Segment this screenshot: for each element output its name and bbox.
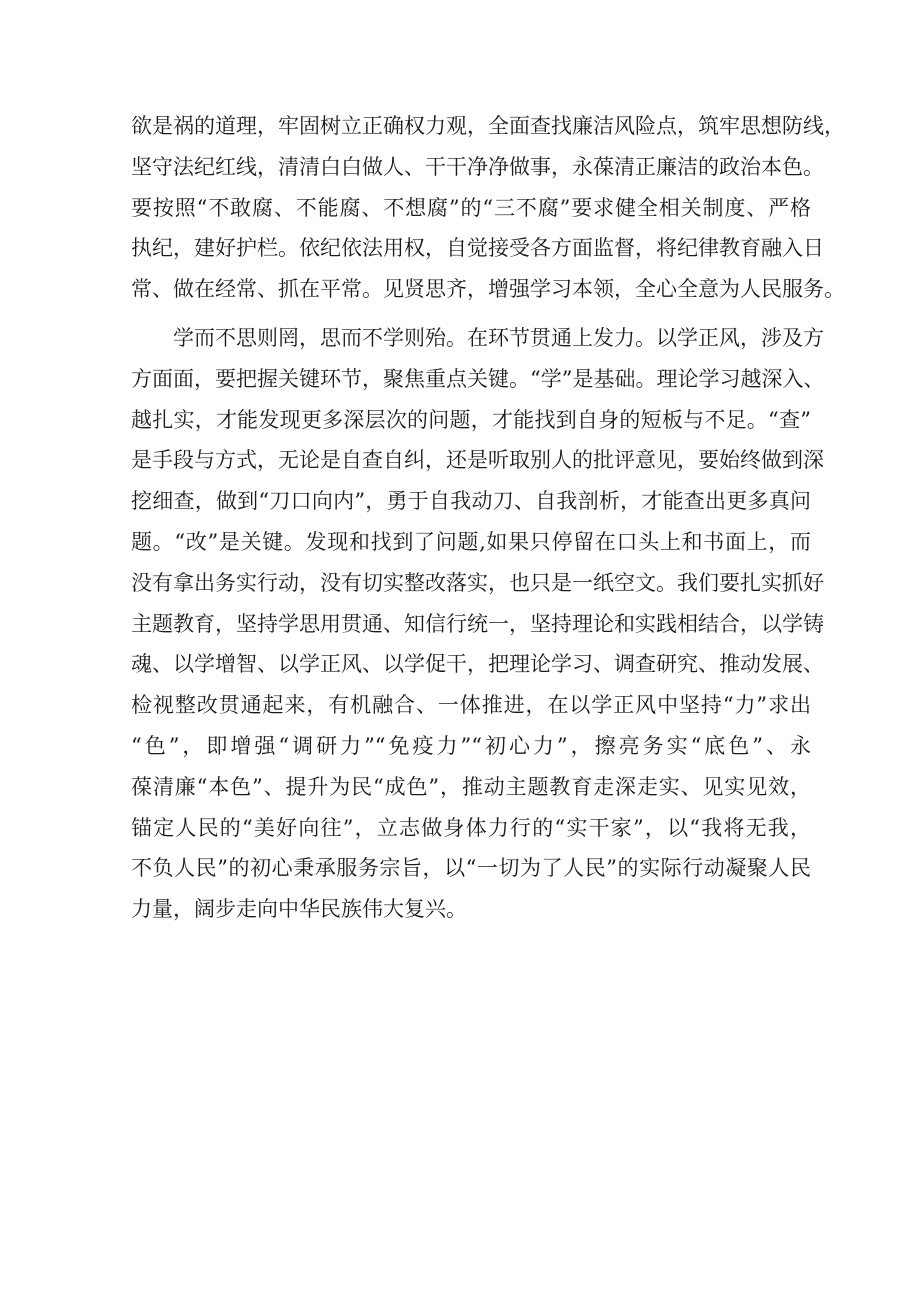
text-line: 坚守法纪红线，清清白白做人、干干净净做事，永葆清正廉洁的政治本色。 xyxy=(131,154,824,179)
text-line: 挖细查，做到“刀口向内”，勇于自我动刀、自我剖析，才能查出更多真问 xyxy=(131,489,811,514)
paragraph xyxy=(131,106,845,310)
text-line: 是手段与方式，无论是自查自纠，还是听取别人的批评意见，要始终做到深 xyxy=(131,448,824,473)
text-line: 没有拿出务实行动，没有切实整改落实，也只是一纸空文。我们要扎实抓好 xyxy=(131,570,824,595)
text-line: 锚定人民的“美好向往”，立志做身体力行的“实干家”，以“我将无我， xyxy=(131,815,811,840)
text-line: “色”，即增强“调研力”“免疫力”“初心力”，擦亮务实“底色”、永 xyxy=(131,733,811,758)
text-line: 执纪，建好护栏。依纪依法用权，自觉接受各方面监督，将纪律教育融入日 xyxy=(131,236,824,261)
text-line: 葆清廉“本色”、提升为民“成色”，推动主题教育走深走实、见实见效， xyxy=(131,774,811,799)
paragraph xyxy=(131,318,825,930)
paragraph-gap xyxy=(131,310,811,318)
text-line: 学而不思则罔，思而不学则殆。在环节贯通上发力。以学正风，涉及方 xyxy=(173,325,824,350)
text-line: 不负人民”的初心秉承服务宗旨，以“一切为了人民”的实际行动凝聚人民 xyxy=(131,856,811,881)
text-line: 要按照“不敢腐、不能腐、不想腐”的“三不腐”要求健全相关制度、严格 xyxy=(131,195,811,220)
text-line: 魂、以学增智、以学正风、以学促干，把理论学习、调查研究、推动发展、 xyxy=(131,652,824,677)
text-line: 欲是祸的道理，牢固树立正确权力观，全面查找廉洁风险点，筑牢思想防线， xyxy=(131,114,845,138)
text-line: 检视整改贯通起来，有机融合、一体推进，在以学正风中坚持“力”求出 xyxy=(131,693,811,718)
text-line: 越扎实，才能发现更多深层次的问题，才能找到自身的短板与不足。“查” xyxy=(131,407,811,432)
text-line: 常、做在经常、抓在平常。见贤思齐，增强学习本领，全心全意为人民服务。 xyxy=(131,277,845,302)
text-line: 题。“改”是关键。发现和找到了问题,如果只停留在口头上和书面上，而 xyxy=(131,529,811,554)
article-body xyxy=(131,106,845,930)
text-line: 方面面，要把握关键环节，聚焦重点关键。“学”是基础。理论学习越深入、 xyxy=(131,366,825,391)
text-line: 主题教育，坚持学思用贯通、知信行统一，坚持理论和实践相结合，以学铸 xyxy=(131,611,824,636)
text-line: 力量，阔步走向中华民族伟大复兴。 xyxy=(131,897,467,922)
